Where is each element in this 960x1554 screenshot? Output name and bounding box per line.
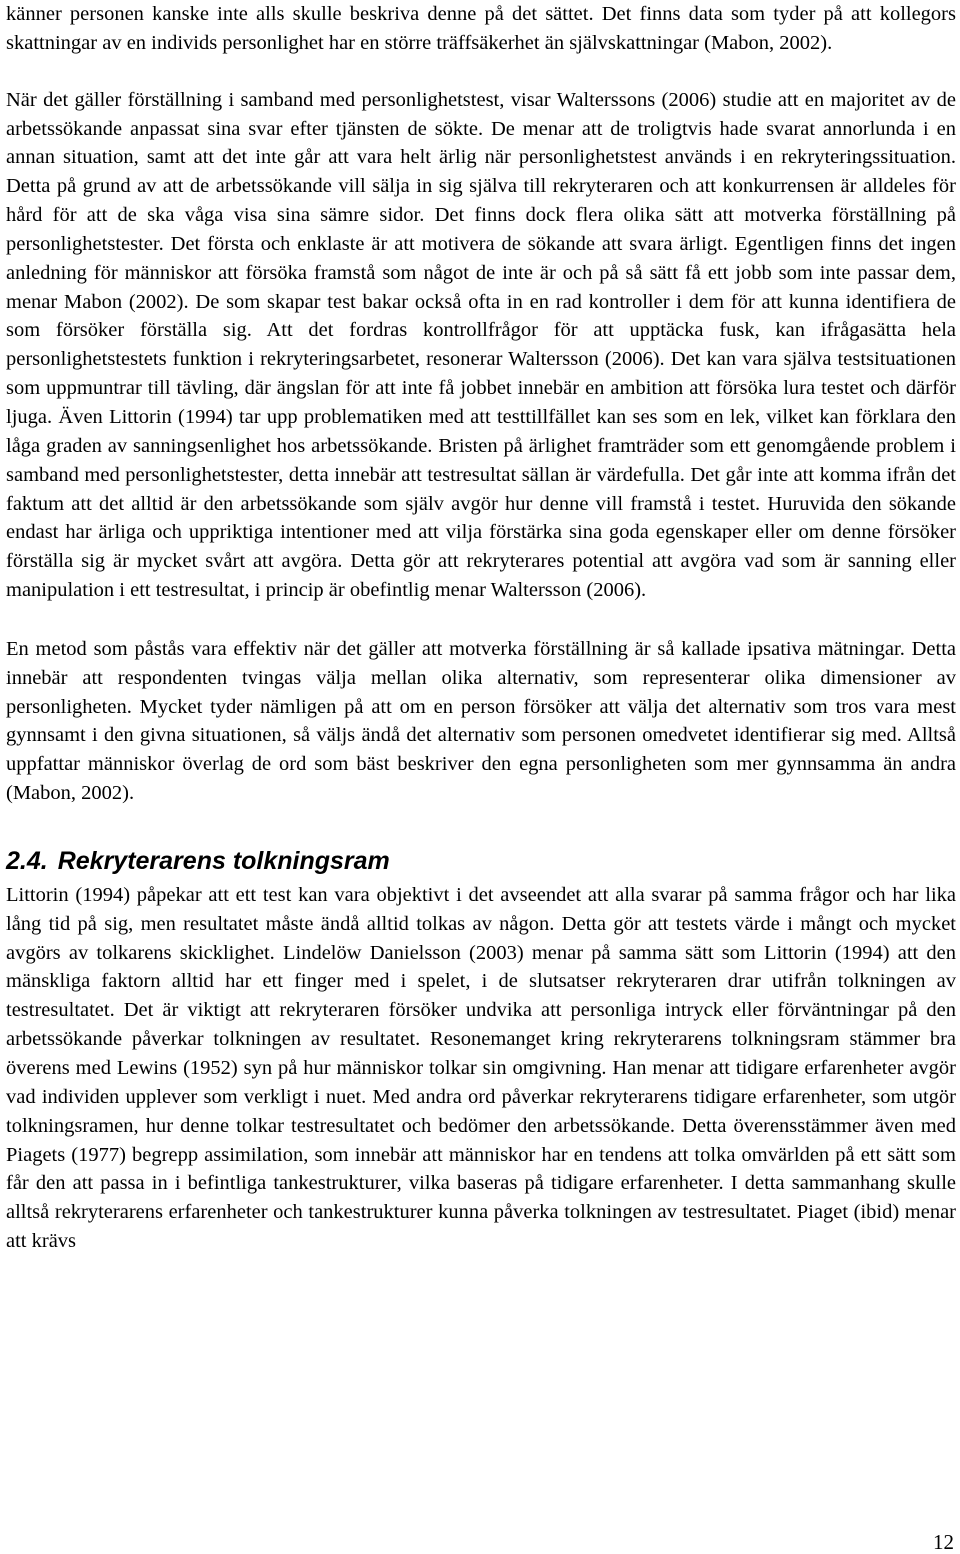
paragraph-3: En metod som påstås vara effektiv när det gäller att motverka förställning är så kallade ipsativa mätningar. Detta innebär att respondenten tvingas välja mellan olika alternativ, som representerar olika dimensioner av personligheten. Mycket tyder nämligen på att om en person försöker att välja det alternativ som tros vara mest gynnsamt i den givna situationen, så väljs ändå det alternativ som personen omedvetet identifierar sig med. Alltså uppfattar människor överlag de ord som bäst beskriver den egna personligheten som mer gynnsamma än andra (Mabon, 2002). — [6, 637, 956, 805]
document-page — [6, 0, 956, 1256]
section-heading — [6, 846, 956, 876]
section-paragraph: Littorin (1994) påpekar att ett test kan vara objektivt i det avseendet att alla svarar på samma frågor och har lika lång tid på sig, men resultatet måste ändå alltid tolkas av någon. Detta gör att testets värde i mångt och mycket avgörs av tolkarens skicklighet. Lindelöw Danielsson (2003) menar på samma sätt som Littorin (1994) att den mänskliga faktorn alltid har ett finger med i spelet, i de slutsatser rekryteraren drar utifrån tolkningen av testresultatet. Det är viktigt att rekryteraren försöker undvika att personliga intryck eller förväntningar på den arbetssökande påverkar tolkningen av resultatet. Resonemanget kring rekryterarens tolkningsram stämmer bra överens med Lewins (1952) syn på hur människor tolkar sin omgivning. Han menar att tidigare erfarenheter avgör vad individen upplever som verkligt i nuet. Med andra ord påverkar rekryterarens tidigare erfarenheter, som utgör tolkningsramen, hur denne tolkar testresultatet och bedömer den arbetssökande. Detta överensstämmer även med Piagets (1977) begrepp assimilation, som innebär att människor har en tendens att tolka omvärlden på ett sätt som får den att passa in i befintliga tankestrukturer, vilka baseras på tidigare erfarenheter. I detta sammanhang skulle alltså rekryterarens erfarenheter och tankestrukturer kunna påverka tolkningen av testresultatet. Piaget (ibid) menar att krävs — [6, 883, 956, 1253]
paragraph-1: känner personen kanske inte alls skulle beskriva denne på det sättet. Det finns data som tyder på att kollegors skattningar av en individs personlighet har en större träffsäkerhet än självskattningar (Mabon, 2002). — [6, 3, 956, 54]
paragraph-2: När det gäller förställning i samband med personlighetstest, visar Walterssons (2006) studie att en majoritet av de arbetssökande anpassat sina svar efter tjänsten de sökte. De menar att de troligtvis hade svarat annorlunda i en annan situation, samt att det inte går att vara helt ärlig när personlighetstest används i en rekryteringssituation. Detta på grund av att de arbetssökande vill sälja in sig själva till rekryteraren och att konkurrensen är alldeles för hård för att de ska våga visa sina sämre sidor. Det finns dock flera olika sätt att motverka förställning på personlighetstester. Det första och enklaste är att motivera de sökande att svara ärligt. Egentligen finns det ingen anledning för människor att försöka framstå som något de inte är och på så sätt få ett jobb som inte passar dem, menar Mabon (2002). De som skapar test bakar också ofta in en rad kontroller i dem för att kunna identifiera de som försöker förställa sig. Att det fordras kontrollfrågor för att upptäcka fusk, kan ifrågasätta hela personlighetstestets funktion i rekryteringsarbetet, resonerar Waltersson (2006). Det kan vara själva testsituationen som uppmuntrar till tävling, där ängslan för att inte få jobbet innebär en ambition att försöka lura testet och därför ljuga. Även Littorin (1994) tar upp problematiken med att testtillfället kan ses som en lek, vilket kan förklara den låga graden av sanningsenlighet hos arbetssökande. Bristen på ärlighet framträder som ett genomgående problem i samband med personlighetstester, detta innebär att testresultat sällan är värdefulla. Det går inte att komma ifrån det faktum att det alltid är den arbetssökande som själv avgör hur denne vill framstå i testet. Huruvida den sökande endast har ärliga och uppriktiga intentioner med att vilja förstärka sina goda egenskaper eller om denne försöker förställa sig är mycket svårt att avgöra. Detta gör att rekryterares potential att avgöra vad som är sanning eller manipulation i ett testresultat, i princip är obefintlig menar Waltersson (2006). — [6, 88, 956, 602]
section-title: Rekryterarens tolkningsram — [57, 846, 390, 875]
section-number: 2.4. — [6, 846, 48, 875]
page-number: 12 — [933, 1530, 954, 1554]
